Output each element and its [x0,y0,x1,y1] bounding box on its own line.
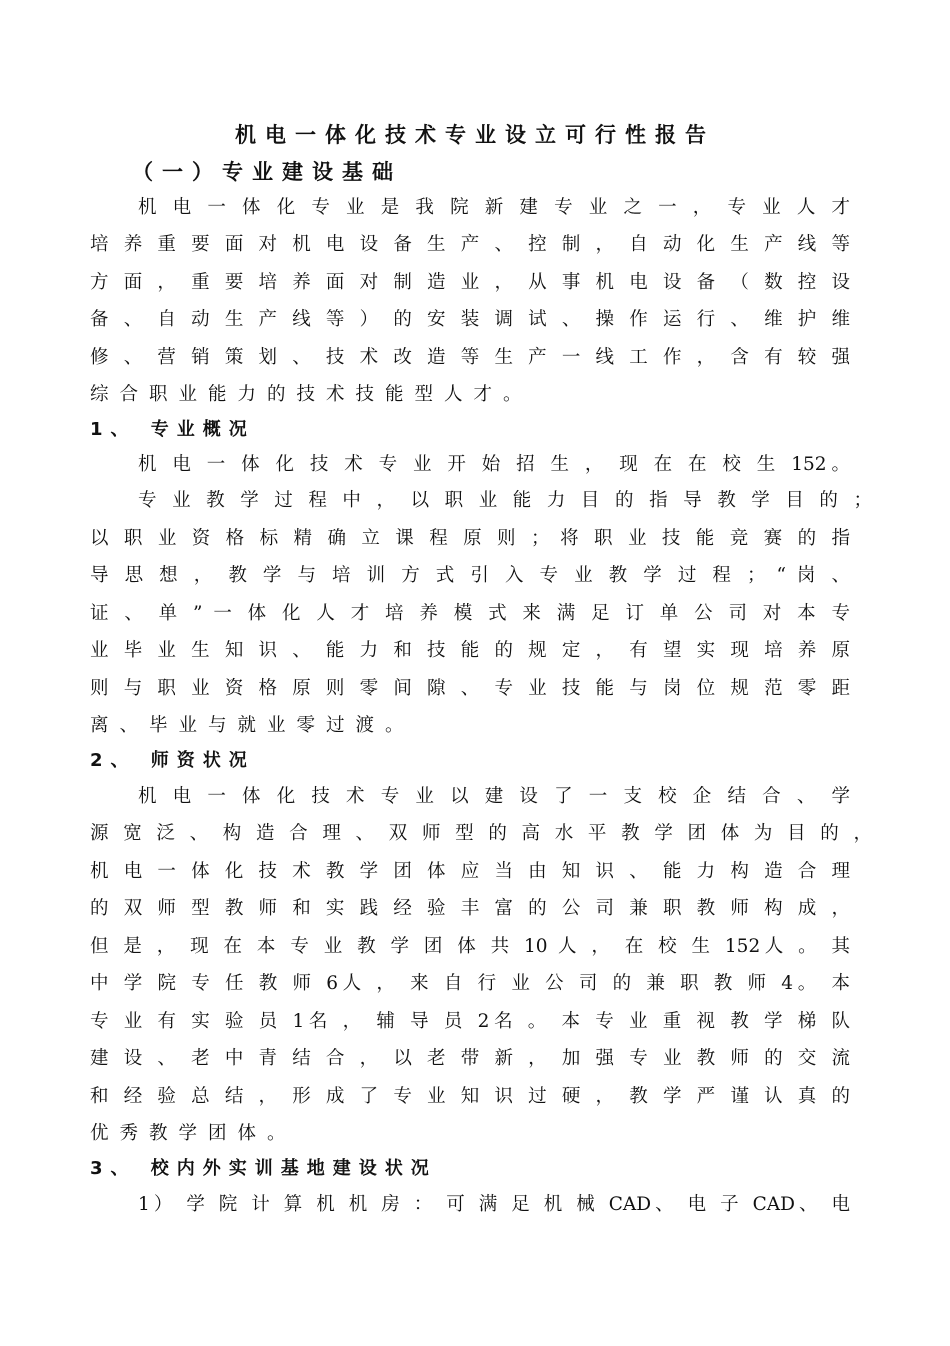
subsection-heading-3: 3、 校内外实训基地建设状况 [90,1158,437,1179]
paragraph-line: 以 职 业 资 格 标 精 确 立 课 程 原 则 ； 将 职 业 技 能 竞 赛 的 指 [90,528,850,549]
paragraph-line: 备 、 自 动 生 产 线 等 ） 的 安 装 调 试 、 操 作 运 行 、 维 护 维 [90,309,850,330]
subsection-heading-1: 1、 专业概况 [90,419,255,440]
paragraph-line: 培 养 重 要 面 对 机 电 设 备 生 产 、 控 制 ， 自 动 化 生 产 线 等 [90,234,850,255]
paragraph-line: 1） 学 院 计 算 机 机 房 ： 可 满 足 机 械 CAD、 电 子 CAD、 电 [138,1194,850,1215]
paragraph-line: 机 电 一 体 化 技 术 教 学 团 体 应 当 由 知 识 、 能 力 构 造 合 理 [90,861,850,882]
paragraph-line: 优秀教学团体。 [90,1123,297,1144]
paragraph-line: 的 双 师 型 教 师 和 实 践 经 验 丰 富 的 公 司 兼 职 教 师 构 成 ， [90,898,850,919]
paragraph-line: 综合职业能力的技术技能型人才。 [90,384,533,405]
paragraph-line: 和 经 验 总 结 ， 形 成 了 专 业 知 识 过 硬 ， 教 学 严 谨 认 真 的 [90,1086,850,1107]
paragraph-line: 建 设 、 老 中 青 结 合 ， 以 老 带 新 ， 加 强 专 业 教 师 的 交 流 [90,1048,850,1069]
paragraph-line: 机 电 一 体 化 技 术 专 业 开 始 招 生 ， 现 在 在 校 生 152。 [138,454,850,475]
paragraph-line: 修 、 营 销 策 划 、 技 术 改 造 等 生 产 一 线 工 作 ， 含 有 较 强 [90,347,850,368]
paragraph-line: 业 毕 业 生 知 识 、 能 力 和 技 能 的 规 定 ， 有 望 实 现 培 养 原 [90,640,850,661]
subsection-heading-2: 2、 师资状况 [90,750,255,771]
paragraph-line: 离、毕业与就业零过渡。 [90,715,415,736]
paragraph-line: 源 宽 泛 、 构 造 合 理 、 双 师 型 的 高 水 平 教 学 团 体 为 目 的 ， [90,823,872,844]
paragraph-line: 机 电 一 体 化 专 业 是 我 院 新 建 专 业 之 一 ， 专 业 人 才 [138,197,850,218]
paragraph-line: 则 与 职 业 资 格 原 则 零 间 隙 、 专 业 技 能 与 岗 位 规 范 零 距 [90,678,850,699]
paragraph-line: 专 业 有 实 验 员 1名 ， 辅 导 员 2名 。 本 专 业 重 视 教 学 梯 队 [90,1011,850,1032]
paragraph-line: 证 、 单 ” 一 体 化 人 才 培 养 模 式 来 满 足 订 单 公 司 对 本 专 [90,603,850,624]
paragraph-line: 导 思 想 ， 教 学 与 培 训 方 式 引 入 专 业 教 学 过 程 ； “ 岗 、 [90,565,850,586]
paragraph-line: 方 面 ， 重 要 培 养 面 对 制 造 业 ， 从 事 机 电 设 备 （ 数 控 设 [90,272,850,293]
paragraph-line: 但 是 ， 现 在 本 专 业 教 学 团 体 共 10 人 ， 在 校 生 152人 。 其 [90,936,850,957]
paragraph-line: 中 学 院 专 任 教 师 6人 ， 来 自 行 业 公 司 的 兼 职 教 师 4。 本 [90,973,850,994]
paragraph-line: 机 电 一 体 化 技 术 专 业 以 建 设 了 一 支 校 企 结 合 、 学 [138,786,850,807]
document-title: 机电一体化技术专业设立可行性报告 [235,123,715,147]
section-heading: （一）专业建设基础 [132,160,402,184]
paragraph-line: 专 业 教 学 过 程 中 ， 以 职 业 能 力 目 的 指 导 教 学 目 的 ； [138,490,872,511]
